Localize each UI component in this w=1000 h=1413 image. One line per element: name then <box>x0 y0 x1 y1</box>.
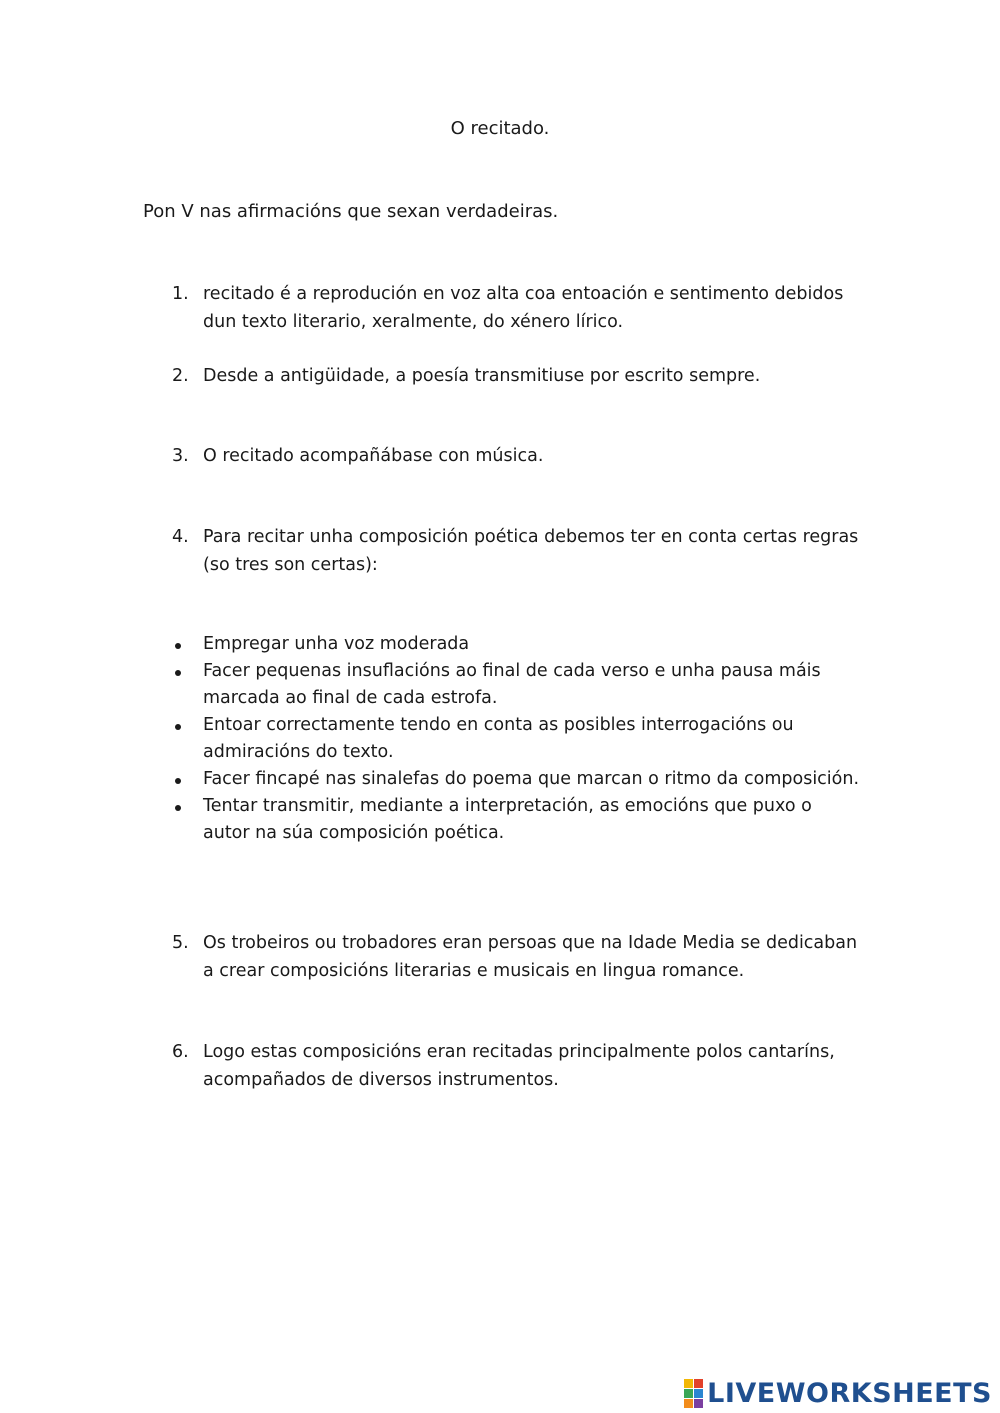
bullet-icon <box>175 805 181 811</box>
rule-text: Facer pequenas insuflacións ao final de cada verso e unha pausa máis marcada ao final de cada estrofa. <box>203 661 821 708</box>
bullet-icon <box>175 778 181 784</box>
rule-text: Tentar transmitir, mediante a interpretación, as emocións que puxo o autor na súa composición poética. <box>203 796 812 843</box>
bullet-icon <box>175 670 181 676</box>
question-number: 6. <box>172 1042 189 1062</box>
page-title: O recitado. <box>450 118 550 139</box>
question-text: Para recitar unha composición poética debemos ter en conta certas regras (so tres son certas): <box>203 527 859 575</box>
question-number: 2. <box>172 366 189 386</box>
rule-item <box>172 712 862 766</box>
question-1 <box>172 280 862 336</box>
liveworksheets-logo-icon <box>684 1379 703 1408</box>
question-5 <box>172 929 862 985</box>
rule-text: Entoar correctamente tendo en conta as posibles interrogacións ou admiracións do texto. <box>203 715 794 762</box>
bullet-icon <box>175 724 181 730</box>
liveworksheets-logo <box>684 1376 992 1410</box>
bullet-icon <box>175 643 181 649</box>
question-3 <box>172 442 862 470</box>
rule-text: Facer fincapé nas sinalefas do poema que marcan o ritmo da composición. <box>203 769 860 789</box>
question-6 <box>172 1038 862 1094</box>
question-text: O recitado acompañábase con música. <box>203 446 544 466</box>
rule-item <box>172 658 862 712</box>
question-text: Logo estas composicións eran recitadas principalmente polos cantaríns, acompañados de diversos instrumentos. <box>203 1042 835 1090</box>
rules-list <box>172 631 862 847</box>
question-number: 3. <box>172 446 189 466</box>
question-number: 1. <box>172 284 189 304</box>
question-number: 4. <box>172 527 189 547</box>
question-4 <box>172 523 862 579</box>
question-number: 5. <box>172 933 189 953</box>
rule-item <box>172 766 862 793</box>
instruction-text: Pon V nas afirmacións que sexan verdadeiras. <box>143 201 559 222</box>
rule-text: Empregar unha voz moderada <box>203 634 470 654</box>
logo-text: LIVEWORKSHEETS <box>707 1377 992 1409</box>
rule-item <box>172 631 862 658</box>
question-2 <box>172 362 862 390</box>
question-text: Desde a antigüidade, a poesía transmitiuse por escrito sempre. <box>203 366 761 386</box>
question-text: recitado é a reprodución en voz alta coa entoación e sentimento debidos dun texto literario, xeralmente, do xénero lírico. <box>203 284 844 332</box>
rule-item <box>172 793 862 847</box>
question-text: Os trobeiros ou trobadores eran persoas que na Idade Media se dedicaban a crear composicións literarias e musicais en lingua romance. <box>203 933 858 981</box>
